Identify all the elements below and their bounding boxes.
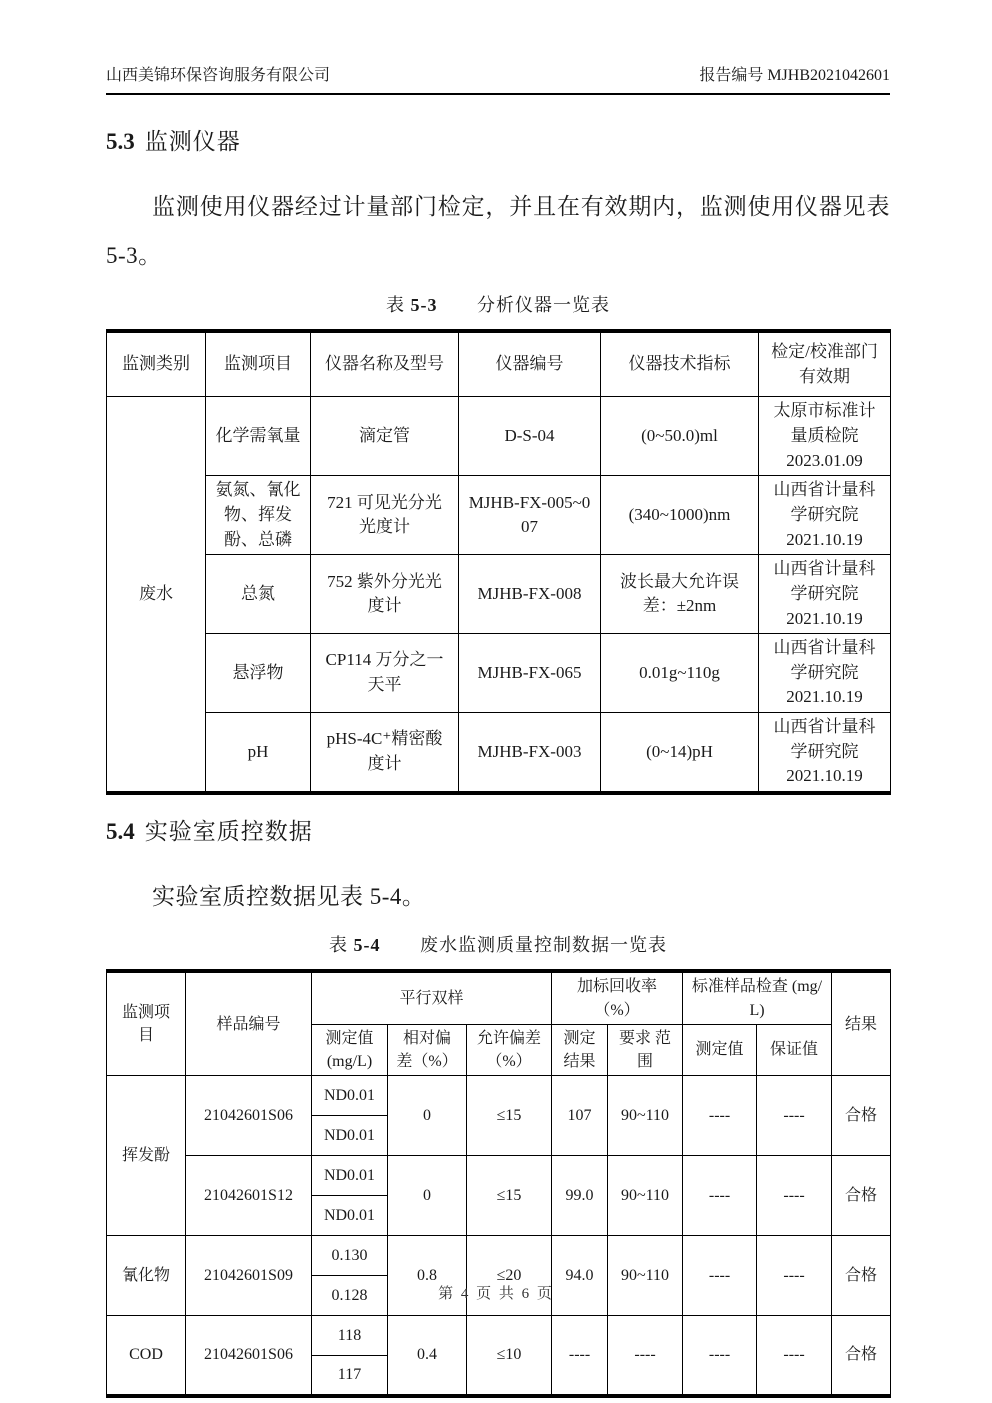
table-row xyxy=(107,1076,891,1116)
document-page xyxy=(106,0,890,1398)
section-5-3-number: 5.3 xyxy=(106,129,135,154)
table-row xyxy=(107,1156,891,1196)
section-5-4-number: 5.4 xyxy=(106,818,135,844)
result-cell: 合格 xyxy=(832,1156,891,1236)
qc-table-header-row-1 xyxy=(107,971,891,1024)
monitor-item-cell: 氰化物 xyxy=(107,1236,186,1316)
standard-guaranteed-cell: ---- xyxy=(757,1076,832,1156)
instrument-cell: 滴定管 xyxy=(311,397,459,476)
col-header-category: 监测类别 xyxy=(107,331,206,397)
measured-value-cell: ND0.01 xyxy=(312,1076,388,1116)
relative-deviation-cell: 0 xyxy=(388,1076,467,1156)
result-cell: 合格 xyxy=(832,1316,891,1396)
table-row xyxy=(107,713,891,793)
report-number: 报告编号 MJHB2021042601 xyxy=(699,67,890,84)
recovery-range-cell: 90~110 xyxy=(608,1156,683,1236)
instrument-cell: 721 可见光分光光度计 xyxy=(311,476,459,555)
col-header-spec: 仪器技术指标 xyxy=(601,331,759,397)
col-header-sample-id: 样品编号 xyxy=(186,971,312,1075)
code-cell: MJHB-FX-008 xyxy=(459,555,601,634)
standard-measured-cell: ---- xyxy=(683,1236,757,1316)
standard-measured-cell: ---- xyxy=(683,1076,757,1156)
table-row xyxy=(107,397,891,476)
instrument-cell: CP114 万分之一天平 xyxy=(311,634,459,713)
agency-valid-date: 2021.10.19 xyxy=(786,529,863,549)
allowed-deviation-cell: ≤15 xyxy=(467,1076,552,1156)
recovery-result-cell: 99.0 xyxy=(552,1156,608,1236)
col-group-parallel: 平行双样 xyxy=(312,971,552,1024)
item-cell: 悬浮物 xyxy=(206,634,311,713)
relative-deviation-cell: 0 xyxy=(388,1156,467,1236)
relative-deviation-cell: 0.4 xyxy=(388,1316,467,1396)
result-cell: 合格 xyxy=(832,1076,891,1156)
agency-valid-date: 2021.10.19 xyxy=(786,687,863,707)
section-5-3-title: 监测仪器 xyxy=(144,129,241,154)
sample-id-cell: 21042601S06 xyxy=(186,1076,312,1156)
col-group-recovery: 加标回收率 （%） xyxy=(552,971,683,1024)
section-5-3-paragraph: 监测使用仪器经过计量部门检定，并且在有效期内，监测使用仪器见表 5-3。 xyxy=(106,194,890,269)
measured-value-cell: 0.130 xyxy=(312,1236,388,1276)
table-row xyxy=(107,555,891,634)
col-header-measured-value: 测定值 (mg/L) xyxy=(312,1024,388,1075)
agency-valid-date: 2023.01.09 xyxy=(786,450,863,470)
col-header-monitor-item: 监测项目 xyxy=(107,971,186,1075)
standard-guaranteed-cell: ---- xyxy=(757,1236,832,1316)
section-5-4-heading xyxy=(106,813,890,846)
code-cell: MJHB-FX-003 xyxy=(459,713,601,793)
col-header-recovery-range: 要求 范围 xyxy=(608,1024,683,1075)
col-header-item: 监测项目 xyxy=(206,331,311,397)
table-row xyxy=(107,1236,891,1276)
code-cell: MJHB-FX-005~007 xyxy=(459,476,601,555)
sample-id-cell: 21042601S12 xyxy=(186,1156,312,1236)
instruments-table xyxy=(106,329,891,795)
standard-guaranteed-cell: ---- xyxy=(757,1316,832,1396)
item-cell: 总氮 xyxy=(206,555,311,634)
col-header-recovery-result: 测定 结果 xyxy=(552,1024,608,1075)
allowed-deviation-cell: ≤20 xyxy=(467,1236,552,1316)
agency-cell xyxy=(759,397,891,476)
recovery-range-cell: ---- xyxy=(608,1316,683,1396)
col-header-result: 结果 xyxy=(832,971,891,1075)
spec-cell: (0~50.0)ml xyxy=(601,397,759,476)
item-cell: 氨氮、氰化物、挥发酚、总磷 xyxy=(206,476,311,555)
agency-valid-date: 2021.10.19 xyxy=(786,608,863,628)
measured-value-cell: ND0.01 xyxy=(312,1196,388,1236)
category-cell: 废水 xyxy=(107,397,206,793)
agency-cell xyxy=(759,634,891,713)
instrument-cell: 752 紫外分光光度计 xyxy=(311,555,459,634)
allowed-deviation-cell: ≤10 xyxy=(467,1316,552,1396)
recovery-range-cell: 90~110 xyxy=(608,1236,683,1316)
monitor-item-cell: 挥发酚 xyxy=(107,1076,186,1236)
spec-cell: (340~1000)nm xyxy=(601,476,759,555)
instruments-table-header-row xyxy=(107,331,891,397)
table-5-4-caption-title: 废水监测质量控制数据一览表 xyxy=(420,935,667,956)
table-5-3-caption-title: 分析仪器一览表 xyxy=(477,294,610,315)
company-name: 山西美锦环保咨询服务有限公司 xyxy=(106,67,331,84)
agency-valid-date: 2021.10.19 xyxy=(786,766,863,786)
agency-name: 太原市标准计量质检院 xyxy=(773,401,876,446)
table-5-4-caption-prefix: 表 xyxy=(329,935,348,956)
col-header-allowed-deviation: 允许偏差（%） xyxy=(467,1024,552,1075)
agency-cell xyxy=(759,476,891,555)
table-5-3-caption xyxy=(106,291,890,317)
table-5-4-caption xyxy=(106,931,890,957)
recovery-result-cell: ---- xyxy=(552,1316,608,1396)
recovery-range-cell: 90~110 xyxy=(608,1076,683,1156)
spec-cell: 0.01g~110g xyxy=(601,634,759,713)
result-cell: 合格 xyxy=(832,1236,891,1316)
page-header xyxy=(106,62,890,95)
col-header-code: 仪器编号 xyxy=(459,331,601,397)
item-cell: pH xyxy=(206,713,311,793)
relative-deviation-cell: 0.8 xyxy=(388,1236,467,1316)
table-5-3-caption-number: 5-3 xyxy=(410,294,438,315)
code-cell: MJHB-FX-065 xyxy=(459,634,601,713)
measured-value-cell: ND0.01 xyxy=(312,1116,388,1156)
table-5-4-caption-number: 5-4 xyxy=(353,935,381,956)
standard-measured-cell: ---- xyxy=(683,1316,757,1396)
instrument-cell: pHS-4C⁺精密酸度计 xyxy=(311,713,459,793)
standard-guaranteed-cell: ---- xyxy=(757,1156,832,1236)
section-5-3-heading xyxy=(106,123,890,156)
col-header-standard-guaranteed: 保证值 xyxy=(757,1024,832,1075)
agency-name: 山西省计量科学研究院 xyxy=(773,480,876,524)
code-cell: D-S-04 xyxy=(459,397,601,476)
sample-id-cell: 21042601S06 xyxy=(186,1316,312,1396)
measured-value-cell: 118 xyxy=(312,1316,388,1356)
agency-name: 山西省计量科学研究院 xyxy=(773,717,876,761)
item-cell: 化学需氧量 xyxy=(206,397,311,476)
agency-cell xyxy=(759,713,891,793)
measured-value-cell: 0.128 xyxy=(312,1276,388,1316)
allowed-deviation-cell: ≤15 xyxy=(467,1156,552,1236)
agency-cell xyxy=(759,555,891,634)
spec-cell: 波长最大允许误差：±2nm xyxy=(601,555,759,634)
col-header-relative-deviation: 相对偏差（%） xyxy=(388,1024,467,1075)
col-group-standard: 标准样品检查 (mg/L) xyxy=(683,971,832,1024)
qc-data-table xyxy=(106,969,891,1397)
agency-name: 山西省计量科学研究院 xyxy=(773,559,876,603)
recovery-result-cell: 94.0 xyxy=(552,1236,608,1316)
table-row xyxy=(107,476,891,555)
col-header-agency: 检定/校准部门有效期 xyxy=(759,331,891,397)
col-header-instrument: 仪器名称及型号 xyxy=(311,331,459,397)
spec-cell: (0~14)pH xyxy=(601,713,759,793)
standard-measured-cell: ---- xyxy=(683,1156,757,1236)
section-5-4-title: 实验室质控数据 xyxy=(144,818,313,844)
agency-name: 山西省计量科学研究院 xyxy=(773,638,876,682)
monitor-item-cell: COD xyxy=(107,1316,186,1396)
section-5-4-paragraph: 实验室质控数据见表 5-4。 xyxy=(152,883,426,909)
recovery-result-cell: 107 xyxy=(552,1076,608,1156)
page-footer: 第 4 页 共 6 页 xyxy=(438,1286,554,1302)
table-row xyxy=(107,1316,891,1356)
sample-id-cell: 21042601S09 xyxy=(186,1236,312,1316)
col-header-standard-measured: 测定值 xyxy=(683,1024,757,1075)
measured-value-cell: 117 xyxy=(312,1356,388,1396)
measured-value-cell: ND0.01 xyxy=(312,1156,388,1196)
table-row xyxy=(107,634,891,713)
table-5-3-caption-prefix: 表 xyxy=(386,294,405,315)
